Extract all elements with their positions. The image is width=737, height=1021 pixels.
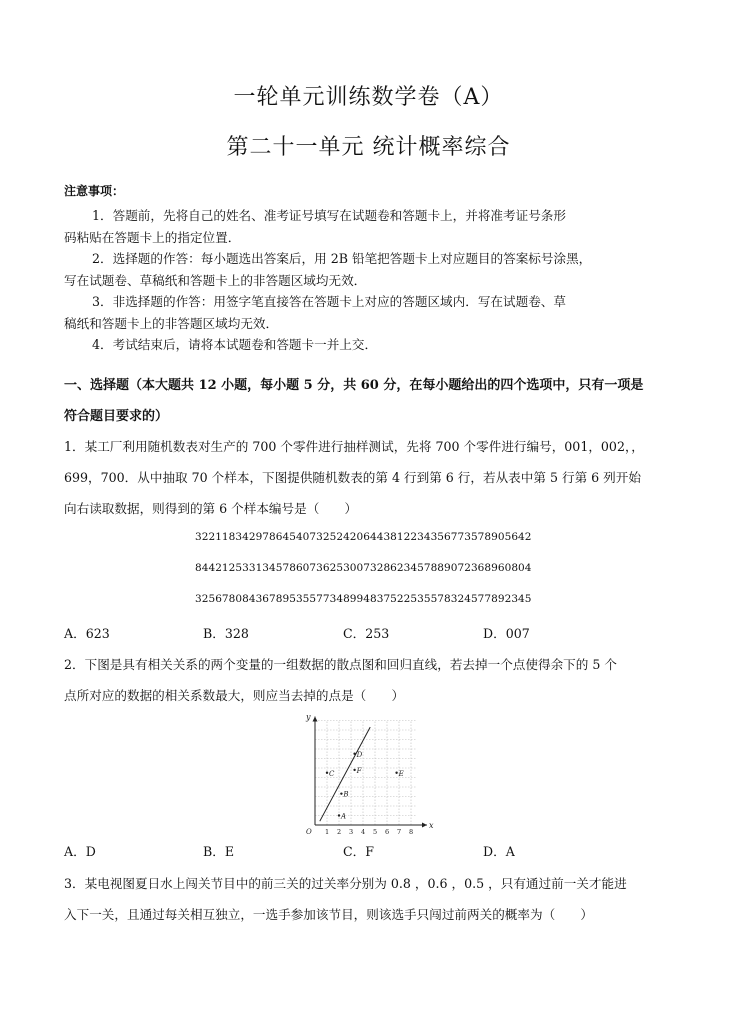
q3-stem-line-1: 3．某电视图夏日水上闯关节目中的前三关的过关率分别为 0.8 ，0.6 ，0.5 ，只有通过前一关才能进 <box>64 876 627 891</box>
point-label: B <box>343 790 349 799</box>
section-heading-line-2: 符合题目要求的） <box>64 409 169 424</box>
q1-stem-line-2: 699，700．从中抽取 70 个样本，下图提供随机数表的第 4 行到第 6 行，若从表中第 5 行第 6 列开始 <box>64 470 641 485</box>
q1-option-c: C．253 <box>343 626 390 641</box>
x-tick-label: 3 <box>349 828 354 835</box>
page-subtitle: 第二十一单元 统计概率综合 <box>226 135 511 160</box>
note-2-line-2: 写在试题卷、草稿纸和答题卡上的非答题区域均无效． <box>64 273 367 288</box>
x-tick-label: 7 <box>397 828 402 835</box>
scatter-point <box>326 772 328 774</box>
page-title: 一轮单元训练数学卷（A） <box>233 85 504 110</box>
q2-option-d: D．A <box>483 844 515 859</box>
q2-stem-line-2: 点所对应的数据的相关系数最大，则应当去掉的点是（ ） <box>64 688 405 703</box>
note-3-line-2: 稿纸和答题卡上的非答题区域均无效． <box>64 316 279 331</box>
regression-line <box>320 727 370 821</box>
point-label: E <box>398 769 404 778</box>
q3-stem-line-2: 入下一关，且通过每关相互独立，一选手参加该节目，则该选手只闯过前两关的概率为（ ） <box>64 907 593 922</box>
point-label: D <box>356 750 363 759</box>
chart-axes <box>305 713 434 836</box>
q1-option-d: D．007 <box>483 626 530 641</box>
q2-option-c: C．F <box>343 844 374 859</box>
x-axis-arrow <box>422 823 427 828</box>
q1-option-b: B．328 <box>203 626 249 641</box>
point-label: F <box>356 766 362 775</box>
point-label: A <box>341 812 347 821</box>
q2-stem-line-1: 2．下图是具有相关关系的两个变量的一组数据的散点图和回归直线，若去掉一个点使得余下的 5 个 <box>64 657 617 672</box>
scatter-point <box>340 792 342 794</box>
x-axis-label: x <box>429 821 434 830</box>
section-heading-line-1: 一、选择题（本大题共 12 小题，每小题 5 分，共 60 分，在每小题给出的四个选项中，只有一项是 <box>64 378 644 393</box>
q1-stem-line-3: 向右读取数据，则得到的第 6 个样本编号是（ ） <box>64 501 358 516</box>
note-2-line-1: 2．选择题的作答：每小题选出答案后，用 2B 铅笔把答题卡上对应题目的答案标号涂黑， <box>92 251 592 266</box>
scatter-point <box>338 814 340 816</box>
random-table-row: 84421253313457860736253007328623457889072368960804 <box>195 562 532 574</box>
point-label: C <box>329 769 335 778</box>
x-tick-label: 5 <box>373 828 378 835</box>
random-table-row: 32211834297864540732524206443812234356773578905642 <box>195 531 532 543</box>
scatter-plot <box>295 708 440 835</box>
note-4: 4．考试结束后，请将本试题卷和答题卡一并上交． <box>92 337 378 352</box>
notes-heading: 注意事项： <box>64 184 125 198</box>
chart-marks <box>320 727 404 821</box>
y-axis-arrow <box>313 717 318 722</box>
x-tick-label: 2 <box>337 828 342 835</box>
x-tick-label: 4 <box>361 828 366 835</box>
origin-label: O <box>306 828 312 835</box>
y-axis-label: y <box>306 712 311 722</box>
note-1-line-2: 码粘贴在答题卡上的指定位置． <box>64 230 241 245</box>
q1-stem-line-1: 1．某工厂利用随机数表对生产的 700 个零件进行抽样测试，先将 700 个零件进行编号，001，002，， <box>64 439 644 454</box>
x-tick-label: 1 <box>325 828 330 835</box>
q2-option-a: A．D <box>64 844 96 859</box>
x-tick-label: 6 <box>385 828 390 835</box>
q2-option-b: B．E <box>203 844 235 859</box>
scatter-point <box>395 772 397 774</box>
note-1-line-1: 1．答题前，先将自己的姓名、准考证号填写在试题卷和答题卡上，并将准考证号条形 <box>92 208 566 223</box>
x-tick-label: 8 <box>409 828 414 835</box>
random-table-row: 32567808436789535577348994837522535578324577892345 <box>195 593 532 605</box>
scatter-point <box>353 769 355 771</box>
note-3-line-1: 3．非选择题的作答：用签字笔直接答在答题卡上对应的答题区域内．写在试题卷、草 <box>92 294 566 309</box>
scatter-point <box>353 753 355 755</box>
q1-option-a: A．623 <box>64 626 110 641</box>
